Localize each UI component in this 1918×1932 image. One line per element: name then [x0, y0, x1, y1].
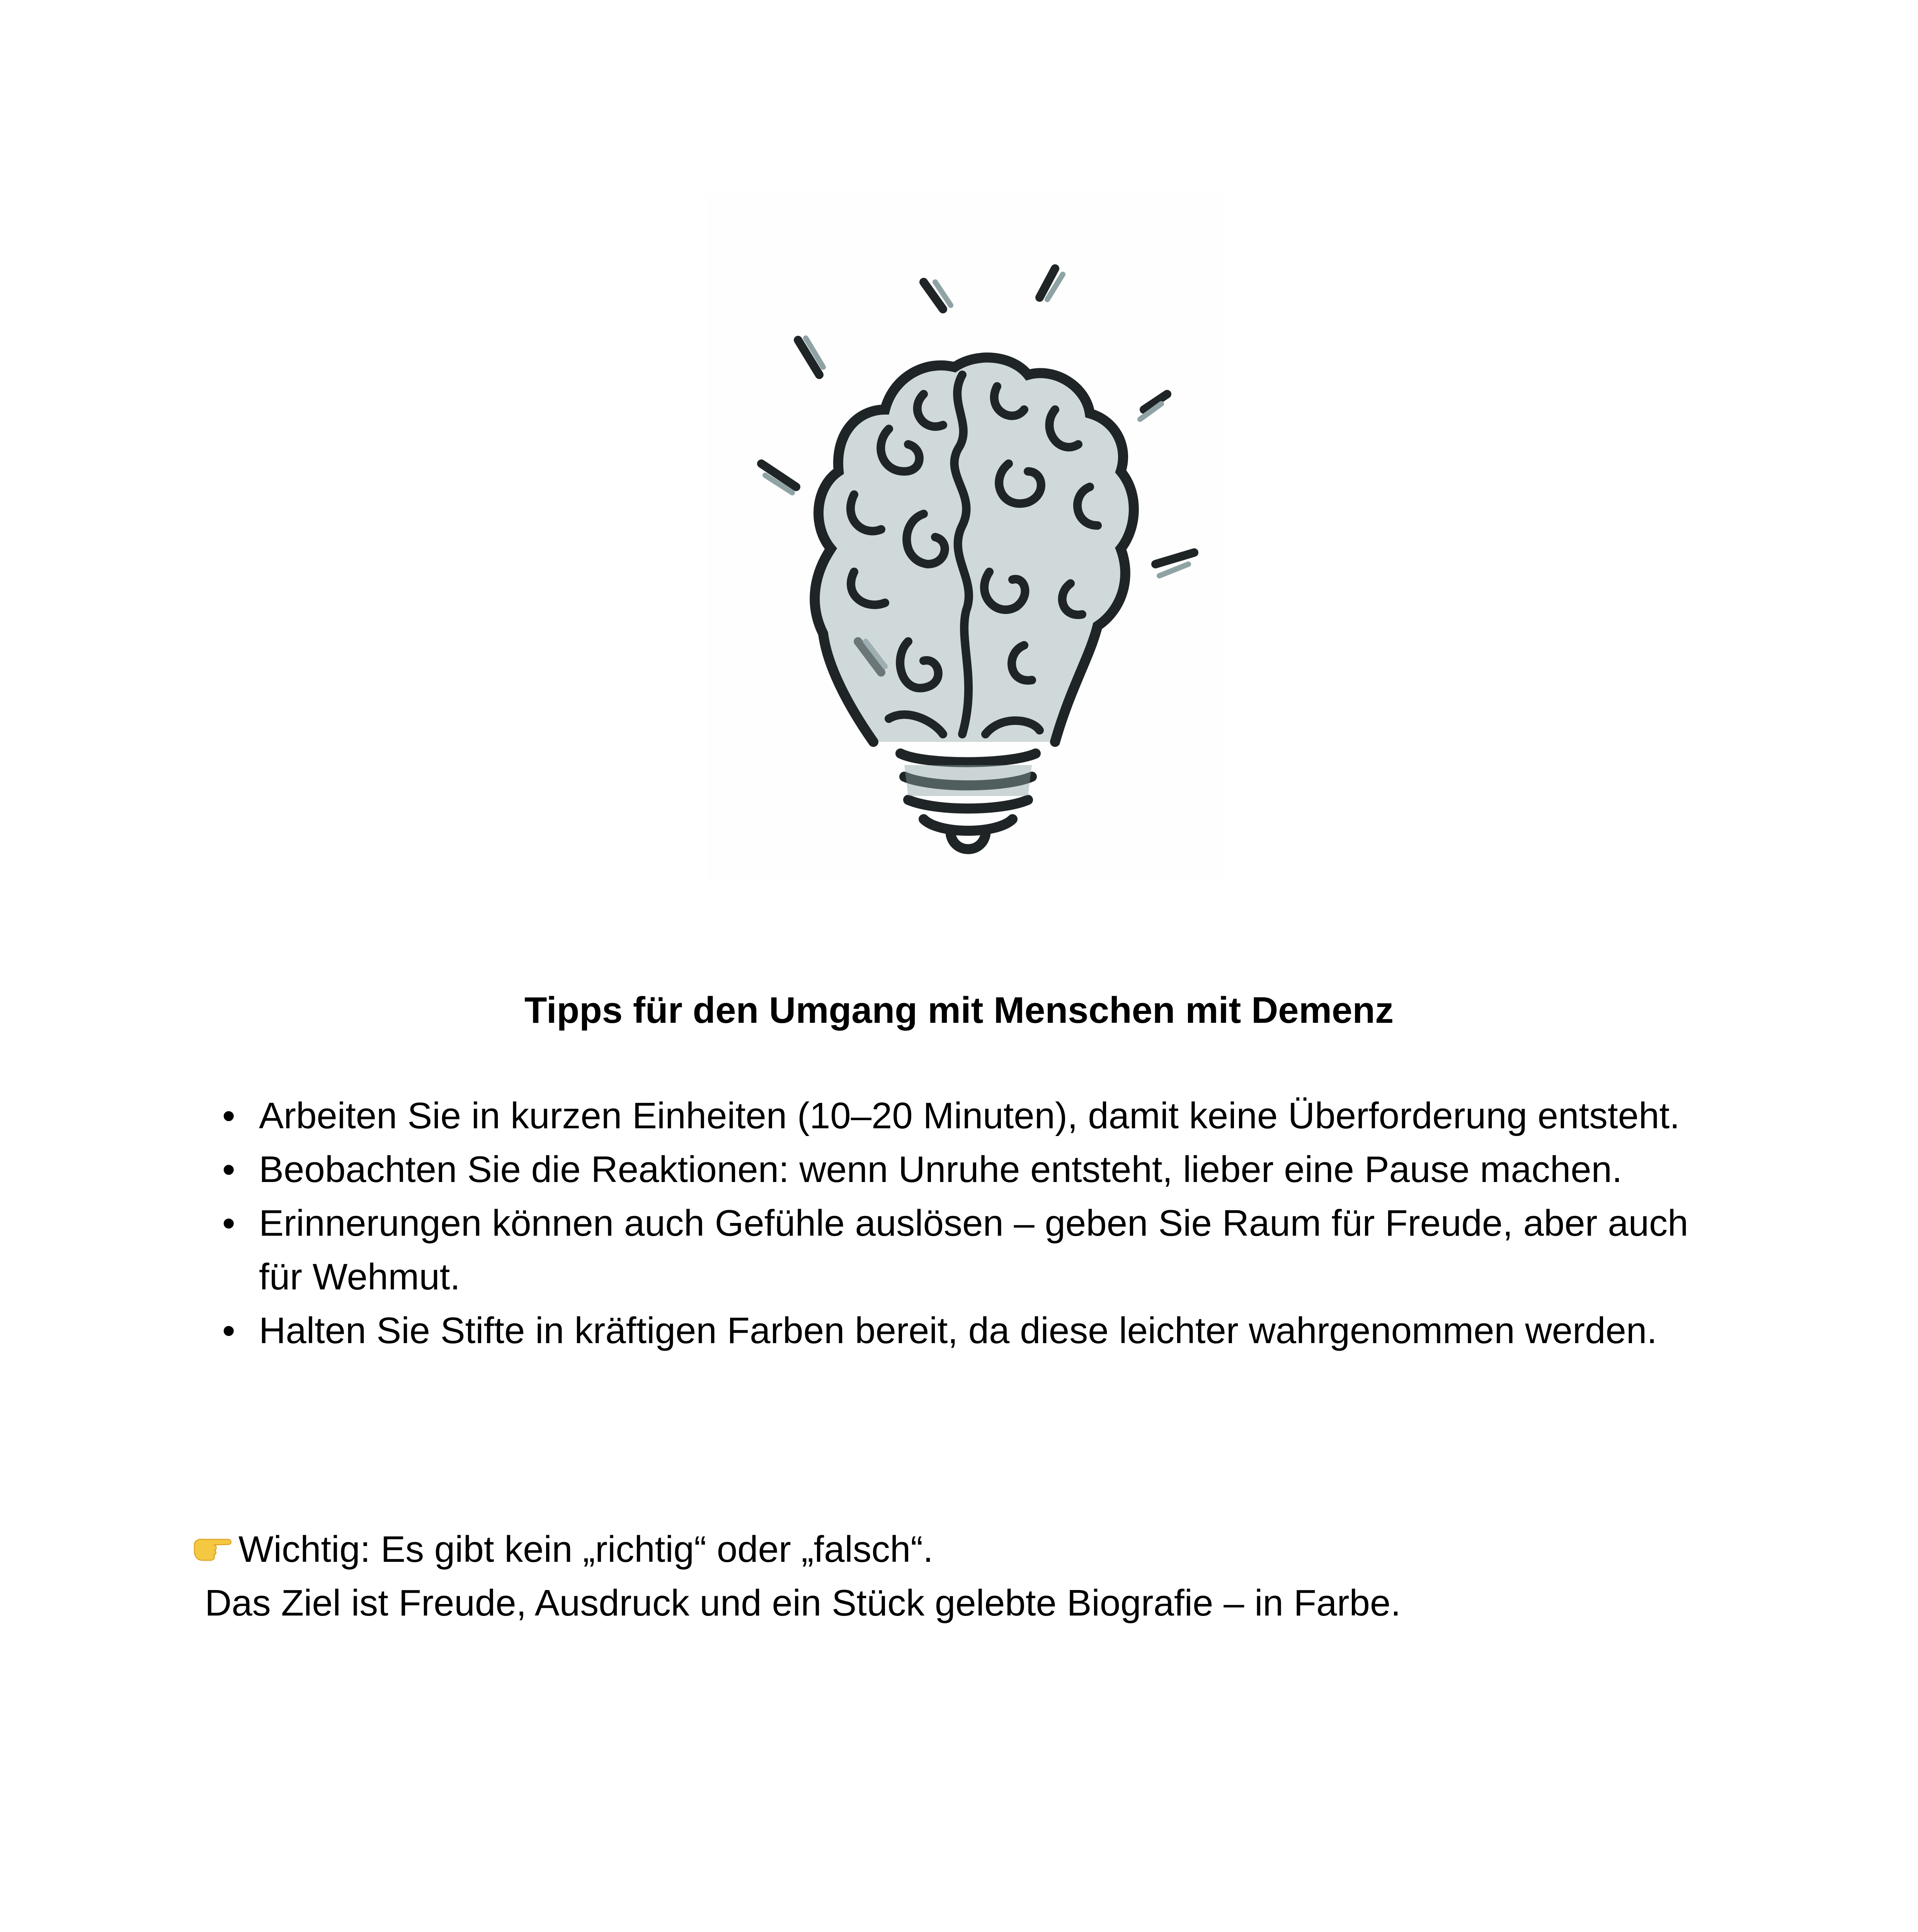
note-text-1: Wichtig: Es gibt kein „richtig“ oder „falsch“. — [238, 1529, 933, 1570]
list-item — [205, 1089, 1712, 1143]
note-line-2: Das Ziel ist Freude, Ausdruck und ein Stück gelebte Biografie – in Farbe. — [205, 1582, 1401, 1624]
pointing-hand-icon — [191, 1533, 234, 1564]
brain-lightbulb-illustration — [707, 193, 1225, 881]
list-item — [205, 1143, 1712, 1196]
list-item — [205, 1304, 1712, 1357]
bullet-icon: • — [222, 1310, 235, 1351]
tip-text: Beobachten Sie die Reaktionen: wenn Unruhe entsteht, lieber eine Pause machen. — [259, 1149, 1622, 1190]
page-title: Tipps für den Umgang mit Menschen mit Demenz — [524, 990, 1394, 1031]
important-note — [191, 1522, 1698, 1630]
bullet-icon: • — [222, 1202, 235, 1244]
list-item — [205, 1196, 1712, 1304]
bullet-icon: • — [222, 1149, 235, 1190]
bullet-icon: • — [222, 1095, 235, 1136]
tip-text: Halten Sie Stifte in kräftigen Farben bereit, da diese leichter wahrgenommen werden. — [259, 1310, 1657, 1351]
brain-lightbulb-icon — [707, 193, 1225, 881]
tip-text: Erinnerungen können auch Gefühle auslösen – geben Sie Raum für Freude, aber auch für Wehmut. — [259, 1202, 1688, 1298]
note-line-1 — [191, 1522, 1698, 1576]
tips-list — [205, 1089, 1712, 1357]
tip-text: Arbeiten Sie in kurzen Einheiten (10–20 Minuten), damit keine Überforderung entsteht. — [259, 1095, 1680, 1136]
